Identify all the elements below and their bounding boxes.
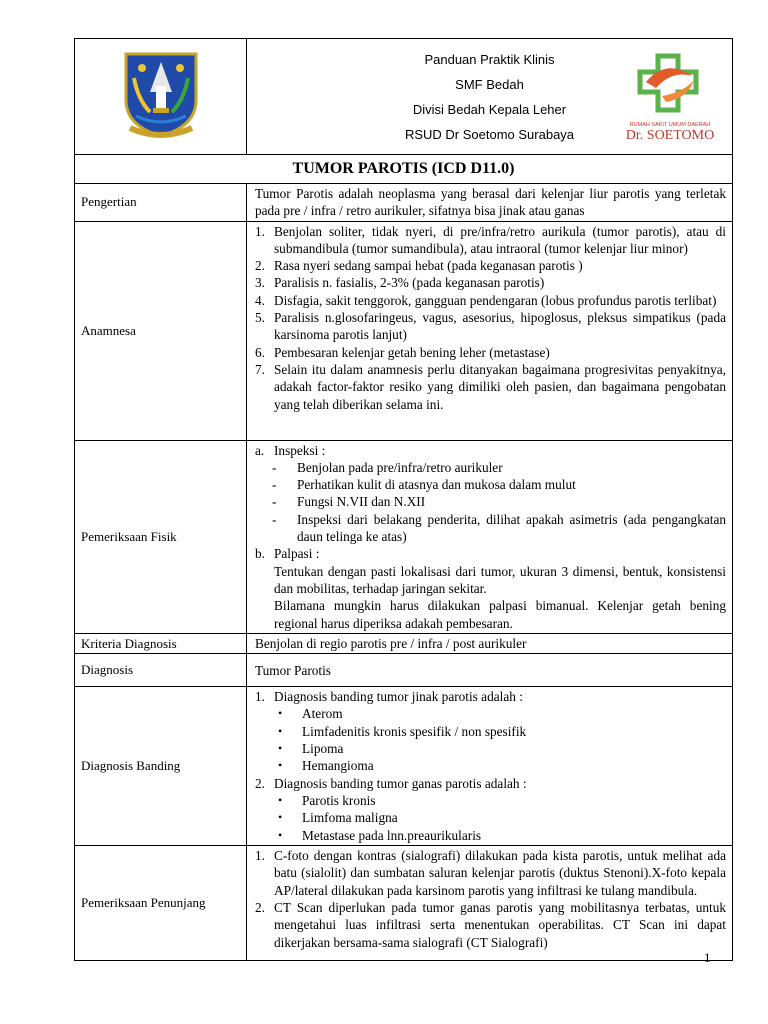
row-diagnosis-banding [75, 687, 733, 846]
list-item: • Metastase pada lnn.preaurikularis [278, 827, 482, 843]
inspeksi-sublist [255, 459, 726, 545]
list-item: - Inspeksi dari belakang penderita, dilihat apakah asimetris (ada pengangkatan daun telinga ke atas) [272, 511, 726, 545]
document-title: TUMOR PAROTIS (ICD D11.0) [75, 155, 733, 184]
list-item: • Parotis kronis [278, 792, 376, 808]
list-item: - Fungsi N.VII dan N.XII [272, 494, 426, 510]
content-anamnesa [247, 221, 733, 440]
row-kriteria-diagnosis [75, 633, 733, 653]
header-line-hospital: RSUD Dr Soetomo Surabaya [404, 126, 575, 142]
hospital-logo [622, 52, 718, 142]
diagnosis-banding-list [255, 688, 726, 844]
page-number: 1 [704, 950, 711, 965]
ganas-sublist [255, 792, 726, 844]
label-pengertian: Pengertian [75, 184, 247, 222]
palpasi-text-1: Tentukan dengan pasti lokalisasi dari tumor, ukuran 3 dimensi, bentuk, konsistensi dan mobilitas, terhadap jaringan sekitar. [274, 563, 726, 596]
list-item: 1. C-foto dengan kontras (sialografi) dilakukan pada kista parotis, untuk melihat ada batu (sialolit) dan sumbatan saluran kelenjar parotis (duktus Stenoni).X-foto kepala AP/lateral dilakukan pada karsinom parotis yang infiltrasi ke tulang mandibula. [255, 848, 726, 898]
list-item: 6. Pembesaran kelenjar getah bening leher (metastase) [255, 344, 550, 360]
list-item: 2. CT Scan diperlukan pada tumor ganas parotis yang mobilitasnya terbatas, untuk mengetahui luas infiltrasi serta menentukan operabilitas. CT Scan ini dapat dikerjakan bersama-sama sialografi (CT Sialografi) [255, 900, 726, 950]
title-row [75, 155, 733, 184]
list-item: • Hemangioma [278, 758, 374, 774]
list-item: 1. Benjolan soliter, tidak nyeri, di pre/infra/retro aurikula (tumor parotis), atau di submandibula (tumor sumandibula), atau intraoral (tumor kelenjar liur minor) [255, 223, 726, 256]
list-item: • Limfadenitis kronis spesifik / non spesifik [278, 723, 527, 739]
label-pemeriksaan-penunjang: Pemeriksaan Penunjang [75, 846, 247, 961]
list-item: • Lipoma [278, 741, 344, 757]
content-pemeriksaan-fisik [247, 440, 733, 633]
east-java-emblem-logo [120, 48, 202, 140]
row-diagnosis [75, 654, 733, 687]
content-diagnosis-banding [247, 687, 733, 846]
list-item-inspeksi: a. Inspeksi : - Benjolan pada pre/infra/retro aurikuler - Perhatikan kulit di atasnya dan mukosa dalam mulut - Fungsi N.VII dan N.XII - Inspeksi dari belakang penderita, dilihat apakah asimetris (ada pengangkatan daun telinga ke atas) [255, 442, 726, 545]
provincial-emblem-cell [75, 39, 247, 155]
label-diagnosis: Diagnosis [75, 654, 247, 687]
content-kriteria-diagnosis: Benjolan di regio parotis pre / infra / post aurikuler [247, 633, 733, 653]
row-pemeriksaan-penunjang [75, 846, 733, 961]
list-item: - Perhatikan kulit di atasnya dan mukosa dalam mulut [272, 477, 576, 493]
label-diagnosis-banding: Diagnosis Banding [75, 687, 247, 846]
hospital-cross-logo [622, 52, 718, 116]
jinak-sublist [255, 705, 726, 774]
pemeriksaan-fisik-list [255, 442, 726, 632]
header-line-smf: SMF Bedah [455, 76, 524, 92]
list-item: 5. Paralisis n.glosofaringeus, vagus, asesorius, hipoglosus, pleksus simpatikus (pada karsinoma parotis lanjut) [255, 310, 726, 343]
content-diagnosis: Tumor Parotis [247, 654, 733, 687]
list-item: 7. Selain itu dalam anamnesis perlu ditanyakan bagaimana progresivitas penyakitnya, adakah factor-faktor resiko yang dimiliki oleh pasien, dan bagaimana pengobatan yang telah diberikan selama ini. [255, 361, 726, 412]
label-pemeriksaan-fisik: Pemeriksaan Fisik [75, 440, 247, 633]
content-pemeriksaan-penunjang [247, 846, 733, 961]
row-pengertian [75, 184, 733, 222]
hospital-logo-name: Dr. SOETOMO [625, 128, 715, 143]
row-anamnesa [75, 221, 733, 440]
list-item: • Aterom [278, 706, 343, 722]
list-item: • Limfoma maligna [278, 810, 398, 826]
content-table [74, 154, 733, 961]
list-item-palpasi: b. Palpasi : Tentukan dengan pasti lokalisasi dari tumor, ukuran 3 dimensi, bentuk, konsistensi dan mobilitas, terhadap jaringan sekitar. Bilamana mungkin harus dilakukan palpasi bimanual. Kelenjar getah bening regional harus diperiksa adakah pembesaran. [255, 546, 726, 631]
pemeriksaan-penunjang-list [255, 847, 726, 951]
list-item: 4. Disfagia, sakit tenggorok, gangguan pendengaran (lobus profundus parotis terlibat) [255, 292, 717, 308]
document-page [74, 38, 732, 961]
list-item-jinak: 1. Diagnosis banding tumor jinak parotis adalah : • Aterom • Limfadenitis kronis spesifik / non spesifik • Lipoma • Hemangioma [255, 688, 726, 774]
row-pemeriksaan-fisik [75, 440, 733, 633]
header-line-title: Panduan Praktik Klinis [424, 51, 555, 67]
list-item: 3. Paralisis n. fasialis, 2-3% (pada keganasan parotis) [255, 275, 545, 291]
content-pengertian: Tumor Parotis adalah neoplasma yang berasal dari kelenjar liur parotis yang terletak pada pre / infra / retro aurikuler, sifatnya bisa jinak atau ganas [247, 184, 733, 222]
label-kriteria-diagnosis: Kriteria Diagnosis [75, 633, 247, 653]
list-item: 2. Rasa nyeri sedang sampai hebat (pada keganasan parotis ) [255, 258, 583, 274]
list-item-ganas: 2. Diagnosis banding tumor ganas parotis adalah : • Parotis kronis • Limfoma maligna • Metastase pada lnn.preaurikularis [255, 775, 726, 844]
header-line-division: Divisi Bedah Kepala Leher [412, 101, 567, 117]
palpasi-text-2: Bilamana mungkin harus dilakukan palpasi bimanual. Kelenjar getah bening regional harus diperiksa adakah pembesaran. [274, 598, 726, 631]
list-item: - Benjolan pada pre/infra/retro aurikuler [272, 459, 503, 475]
anamnesa-list [255, 223, 726, 413]
hospital-logo-caption: RUMAH SAKIT UMUM DAERAH [629, 122, 711, 128]
label-anamnesa: Anamnesa [75, 221, 247, 440]
